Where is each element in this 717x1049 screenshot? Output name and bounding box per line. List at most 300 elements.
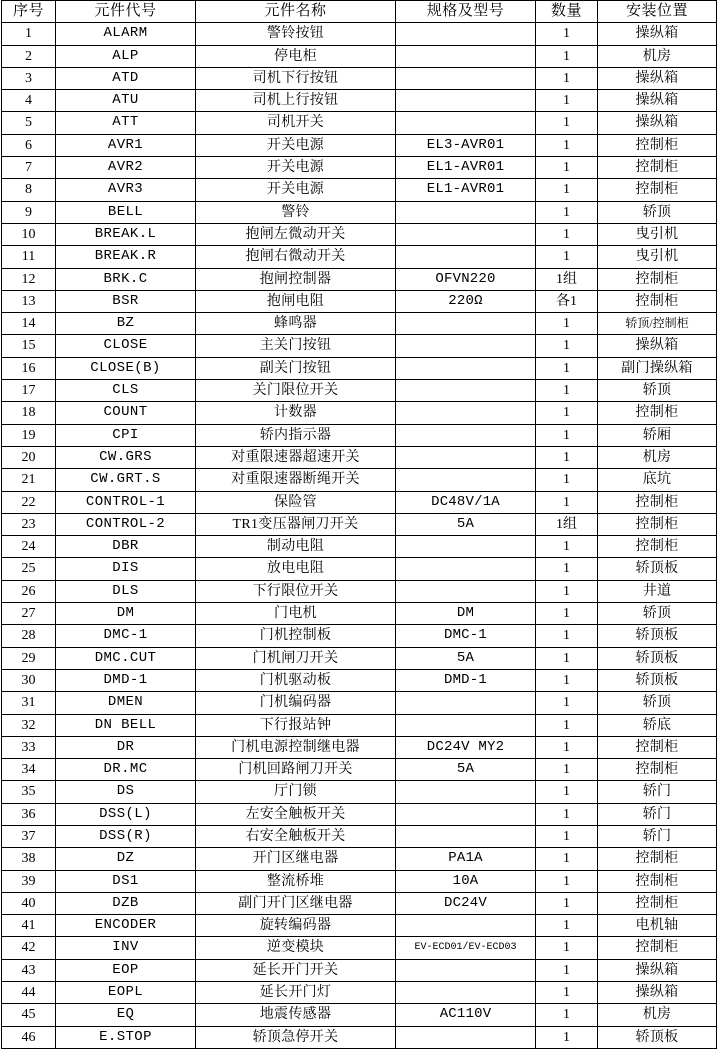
cell-loc: 机房 — [598, 446, 717, 468]
cell-code: CONTROL-1 — [56, 491, 196, 513]
cell-idx: 31 — [2, 692, 56, 714]
cell-loc: 轿底 — [598, 714, 717, 736]
cell-spec: DMD-1 — [396, 669, 536, 691]
cell-qty: 1 — [536, 90, 598, 112]
cell-qty: 1 — [536, 157, 598, 179]
cell-code: BREAK.L — [56, 223, 196, 245]
cell-idx: 15 — [2, 335, 56, 357]
table-row — [2, 1026, 717, 1048]
cell-idx: 7 — [2, 157, 56, 179]
cell-code: CPI — [56, 424, 196, 446]
cell-spec — [396, 67, 536, 89]
table-row — [2, 201, 717, 223]
cell-loc: 轿顶板 — [598, 558, 717, 580]
cell-idx: 5 — [2, 112, 56, 134]
cell-idx: 29 — [2, 647, 56, 669]
cell-qty: 1 — [536, 647, 598, 669]
cell-qty: 1 — [536, 915, 598, 937]
cell-qty: 1 — [536, 45, 598, 67]
cell-name: 放电电阻 — [196, 558, 396, 580]
cell-idx: 44 — [2, 982, 56, 1004]
cell-idx: 9 — [2, 201, 56, 223]
cell-idx: 17 — [2, 380, 56, 402]
cell-spec: DC48V/1A — [396, 491, 536, 513]
cell-loc: 控制柜 — [598, 892, 717, 914]
cell-code: CONTROL-2 — [56, 513, 196, 535]
cell-idx: 12 — [2, 268, 56, 290]
cell-qty: 1 — [536, 692, 598, 714]
cell-idx: 42 — [2, 937, 56, 959]
cell-name: 副门开门区继电器 — [196, 892, 396, 914]
cell-code: ENCODER — [56, 915, 196, 937]
column-header-code: 元件代号 — [56, 1, 196, 23]
cell-spec: 5A — [396, 647, 536, 669]
cell-loc: 控制柜 — [598, 157, 717, 179]
cell-spec — [396, 45, 536, 67]
column-header-name: 元件名称 — [196, 1, 396, 23]
cell-name: 警铃 — [196, 201, 396, 223]
cell-loc: 控制柜 — [598, 179, 717, 201]
cell-qty: 1 — [536, 246, 598, 268]
cell-spec — [396, 714, 536, 736]
cell-name: 门电机 — [196, 603, 396, 625]
cell-qty: 1 — [536, 803, 598, 825]
cell-loc: 操纵箱 — [598, 67, 717, 89]
cell-idx: 6 — [2, 134, 56, 156]
cell-name: 开门区继电器 — [196, 848, 396, 870]
cell-spec — [396, 1026, 536, 1048]
cell-spec — [396, 825, 536, 847]
cell-loc: 操纵箱 — [598, 90, 717, 112]
cell-code: INV — [56, 937, 196, 959]
cell-loc: 底坑 — [598, 469, 717, 491]
table-row — [2, 848, 717, 870]
table-row — [2, 759, 717, 781]
table-row — [2, 268, 717, 290]
cell-code: EOP — [56, 959, 196, 981]
cell-loc: 机房 — [598, 1004, 717, 1026]
table-row — [2, 357, 717, 379]
table-row — [2, 157, 717, 179]
cell-loc: 轿顶 — [598, 692, 717, 714]
cell-loc: 电机轴 — [598, 915, 717, 937]
column-header-location: 安装位置 — [598, 1, 717, 23]
cell-name: 厅门锁 — [196, 781, 396, 803]
cell-idx: 8 — [2, 179, 56, 201]
table-row — [2, 959, 717, 981]
table-row — [2, 290, 717, 312]
cell-loc: 操纵箱 — [598, 335, 717, 357]
cell-idx: 34 — [2, 759, 56, 781]
cell-name: 下行限位开关 — [196, 580, 396, 602]
cell-spec — [396, 803, 536, 825]
cell-name: 逆变模块 — [196, 937, 396, 959]
table-row — [2, 313, 717, 335]
table-row — [2, 692, 717, 714]
cell-qty: 1 — [536, 580, 598, 602]
cell-code: AVR3 — [56, 179, 196, 201]
cell-qty: 1 — [536, 134, 598, 156]
column-header-spec: 规格及型号 — [396, 1, 536, 23]
cell-name: 停电柜 — [196, 45, 396, 67]
cell-name: 制动电阻 — [196, 536, 396, 558]
table-row — [2, 736, 717, 758]
cell-qty: 1 — [536, 892, 598, 914]
cell-name: 整流桥堆 — [196, 870, 396, 892]
cell-spec: EV-ECD01/EV-ECD03 — [396, 937, 536, 959]
cell-spec — [396, 915, 536, 937]
cell-spec: 10A — [396, 870, 536, 892]
cell-qty: 1 — [536, 625, 598, 647]
cell-qty: 1 — [536, 781, 598, 803]
cell-name: 抱闸右微动开关 — [196, 246, 396, 268]
cell-loc: 轿顶 — [598, 603, 717, 625]
cell-spec: DC24V MY2 — [396, 736, 536, 758]
table-row — [2, 714, 717, 736]
cell-loc: 操纵箱 — [598, 23, 717, 45]
cell-idx: 14 — [2, 313, 56, 335]
cell-spec — [396, 959, 536, 981]
cell-name: 开关电源 — [196, 134, 396, 156]
cell-spec — [396, 558, 536, 580]
cell-spec: EL3-AVR01 — [396, 134, 536, 156]
cell-name: 旋转编码器 — [196, 915, 396, 937]
cell-name: 司机下行按钮 — [196, 67, 396, 89]
table-row — [2, 134, 717, 156]
cell-spec — [396, 335, 536, 357]
cell-qty: 1 — [536, 313, 598, 335]
cell-spec — [396, 90, 536, 112]
cell-idx: 2 — [2, 45, 56, 67]
cell-loc: 轿顶 — [598, 201, 717, 223]
cell-loc: 副门操纵箱 — [598, 357, 717, 379]
column-header-quantity: 数量 — [536, 1, 598, 23]
table-row — [2, 803, 717, 825]
cell-spec — [396, 446, 536, 468]
cell-code: CLOSE(B) — [56, 357, 196, 379]
cell-name: 计数器 — [196, 402, 396, 424]
cell-code: BELL — [56, 201, 196, 223]
cell-spec — [396, 23, 536, 45]
cell-name: 警铃按钮 — [196, 23, 396, 45]
cell-idx: 27 — [2, 603, 56, 625]
cell-idx: 4 — [2, 90, 56, 112]
cell-loc: 轿顶板 — [598, 625, 717, 647]
cell-name: 关门限位开关 — [196, 380, 396, 402]
cell-qty: 1 — [536, 825, 598, 847]
cell-name: 副关门按钮 — [196, 357, 396, 379]
table-row — [2, 45, 717, 67]
cell-qty: 1 — [536, 491, 598, 513]
table-row — [2, 892, 717, 914]
cell-spec — [396, 692, 536, 714]
cell-loc: 控制柜 — [598, 759, 717, 781]
cell-loc: 控制柜 — [598, 536, 717, 558]
cell-qty: 1 — [536, 603, 598, 625]
cell-qty: 1组 — [536, 268, 598, 290]
cell-spec — [396, 313, 536, 335]
cell-code: EQ — [56, 1004, 196, 1026]
cell-idx: 16 — [2, 357, 56, 379]
cell-idx: 24 — [2, 536, 56, 558]
table-row — [2, 982, 717, 1004]
cell-name: 右安全触板开关 — [196, 825, 396, 847]
cell-loc: 机房 — [598, 45, 717, 67]
cell-loc: 轿顶板 — [598, 1026, 717, 1048]
cell-name: 门机控制板 — [196, 625, 396, 647]
cell-loc: 控制柜 — [598, 736, 717, 758]
cell-loc: 控制柜 — [598, 513, 717, 535]
cell-code: CW.GRT.S — [56, 469, 196, 491]
cell-loc: 控制柜 — [598, 268, 717, 290]
cell-loc: 轿门 — [598, 825, 717, 847]
cell-loc: 控制柜 — [598, 402, 717, 424]
cell-loc: 控制柜 — [598, 848, 717, 870]
cell-code: DR — [56, 736, 196, 758]
cell-name: 左安全触板开关 — [196, 803, 396, 825]
cell-idx: 3 — [2, 67, 56, 89]
cell-code: DSS(L) — [56, 803, 196, 825]
cell-code: COUNT — [56, 402, 196, 424]
cell-loc: 控制柜 — [598, 290, 717, 312]
table-row — [2, 647, 717, 669]
cell-loc: 控制柜 — [598, 937, 717, 959]
cell-qty: 1 — [536, 714, 598, 736]
cell-name: 延长开门灯 — [196, 982, 396, 1004]
table-header — [2, 1, 717, 23]
cell-spec — [396, 380, 536, 402]
cell-loc: 轿厢 — [598, 424, 717, 446]
cell-code: ALARM — [56, 23, 196, 45]
table-row — [2, 870, 717, 892]
cell-idx: 1 — [2, 23, 56, 45]
cell-idx: 22 — [2, 491, 56, 513]
cell-code: DM — [56, 603, 196, 625]
cell-loc: 操纵箱 — [598, 112, 717, 134]
cell-spec: EL1-AVR01 — [396, 179, 536, 201]
cell-spec — [396, 469, 536, 491]
cell-qty: 1 — [536, 669, 598, 691]
cell-idx: 39 — [2, 870, 56, 892]
cell-name: 门机电源控制继电器 — [196, 736, 396, 758]
cell-name: 轿内指示器 — [196, 424, 396, 446]
table-row — [2, 1004, 717, 1026]
cell-qty: 1 — [536, 558, 598, 580]
cell-code: AVR1 — [56, 134, 196, 156]
table-row — [2, 781, 717, 803]
cell-qty: 1 — [536, 937, 598, 959]
cell-name: 门机编码器 — [196, 692, 396, 714]
table-row — [2, 491, 717, 513]
cell-name: 轿顶急停开关 — [196, 1026, 396, 1048]
cell-spec: DM — [396, 603, 536, 625]
cell-name: 门机驱动板 — [196, 669, 396, 691]
cell-idx: 28 — [2, 625, 56, 647]
cell-name: 抱闸电阻 — [196, 290, 396, 312]
cell-qty: 1 — [536, 23, 598, 45]
cell-qty: 1 — [536, 179, 598, 201]
cell-name: 延长开门开关 — [196, 959, 396, 981]
cell-spec — [396, 246, 536, 268]
cell-idx: 41 — [2, 915, 56, 937]
cell-code: ATT — [56, 112, 196, 134]
cell-spec — [396, 112, 536, 134]
cell-spec: 5A — [396, 759, 536, 781]
cell-code: EOPL — [56, 982, 196, 1004]
table-row — [2, 558, 717, 580]
cell-spec — [396, 357, 536, 379]
cell-idx: 13 — [2, 290, 56, 312]
cell-code: DBR — [56, 536, 196, 558]
cell-code: DMC.CUT — [56, 647, 196, 669]
cell-code: CLOSE — [56, 335, 196, 357]
cell-name: 对重限速器断绳开关 — [196, 469, 396, 491]
cell-qty: 1 — [536, 402, 598, 424]
cell-qty: 1 — [536, 848, 598, 870]
cell-name: 开关电源 — [196, 179, 396, 201]
cell-code: DSS(R) — [56, 825, 196, 847]
cell-spec: PA1A — [396, 848, 536, 870]
cell-spec — [396, 424, 536, 446]
cell-idx: 18 — [2, 402, 56, 424]
cell-code: CLS — [56, 380, 196, 402]
cell-code: DMEN — [56, 692, 196, 714]
cell-code: AVR2 — [56, 157, 196, 179]
cell-idx: 37 — [2, 825, 56, 847]
table-row — [2, 179, 717, 201]
cell-idx: 35 — [2, 781, 56, 803]
cell-spec: DMC-1 — [396, 625, 536, 647]
cell-code: BREAK.R — [56, 246, 196, 268]
cell-loc: 控制柜 — [598, 134, 717, 156]
cell-idx: 32 — [2, 714, 56, 736]
cell-idx: 21 — [2, 469, 56, 491]
table-row — [2, 112, 717, 134]
cell-qty: 1组 — [536, 513, 598, 535]
cell-loc: 轿顶板 — [598, 669, 717, 691]
cell-spec: DC24V — [396, 892, 536, 914]
cell-name: TR1变压器闸刀开关 — [196, 513, 396, 535]
table-row — [2, 625, 717, 647]
cell-qty: 1 — [536, 335, 598, 357]
cell-qty: 1 — [536, 201, 598, 223]
table-row — [2, 402, 717, 424]
table-row — [2, 915, 717, 937]
cell-name: 门机闸刀开关 — [196, 647, 396, 669]
cell-name: 门机回路闸刀开关 — [196, 759, 396, 781]
cell-idx: 36 — [2, 803, 56, 825]
table-row — [2, 67, 717, 89]
table-row — [2, 536, 717, 558]
table-row — [2, 335, 717, 357]
cell-idx: 43 — [2, 959, 56, 981]
cell-loc: 控制柜 — [598, 870, 717, 892]
table-row — [2, 669, 717, 691]
table-header-row — [2, 1, 717, 23]
cell-spec — [396, 223, 536, 245]
cell-spec: 5A — [396, 513, 536, 535]
table-row — [2, 513, 717, 535]
cell-idx: 45 — [2, 1004, 56, 1026]
cell-qty: 1 — [536, 67, 598, 89]
cell-code: BRK.C — [56, 268, 196, 290]
cell-spec — [396, 580, 536, 602]
cell-loc: 曳引机 — [598, 223, 717, 245]
cell-name: 开关电源 — [196, 157, 396, 179]
cell-code: DN BELL — [56, 714, 196, 736]
cell-qty: 1 — [536, 112, 598, 134]
cell-code: DS — [56, 781, 196, 803]
cell-qty: 1 — [536, 223, 598, 245]
table-row — [2, 469, 717, 491]
cell-qty: 1 — [536, 1026, 598, 1048]
cell-name: 保险管 — [196, 491, 396, 513]
cell-code: DR.MC — [56, 759, 196, 781]
table-row — [2, 937, 717, 959]
cell-loc: 轿顶/控制柜 — [598, 313, 717, 335]
cell-code: DLS — [56, 580, 196, 602]
cell-name: 对重限速器超速开关 — [196, 446, 396, 468]
cell-spec — [396, 781, 536, 803]
column-header-index: 序号 — [2, 1, 56, 23]
cell-name: 司机开关 — [196, 112, 396, 134]
cell-qty: 1 — [536, 959, 598, 981]
cell-idx: 20 — [2, 446, 56, 468]
table-row — [2, 446, 717, 468]
cell-qty: 1 — [536, 469, 598, 491]
table-row — [2, 90, 717, 112]
cell-qty: 1 — [536, 1004, 598, 1026]
cell-code: ATD — [56, 67, 196, 89]
parts-table — [1, 0, 717, 1049]
table-row — [2, 246, 717, 268]
cell-spec: AC110V — [396, 1004, 536, 1026]
cell-idx: 26 — [2, 580, 56, 602]
cell-loc: 控制柜 — [598, 491, 717, 513]
cell-qty: 1 — [536, 759, 598, 781]
cell-name: 蜂鸣器 — [196, 313, 396, 335]
cell-code: CW.GRS — [56, 446, 196, 468]
cell-loc: 曳引机 — [598, 246, 717, 268]
cell-spec: EL1-AVR01 — [396, 157, 536, 179]
cell-code: DMC-1 — [56, 625, 196, 647]
cell-code: ATU — [56, 90, 196, 112]
cell-idx: 23 — [2, 513, 56, 535]
cell-idx: 30 — [2, 669, 56, 691]
cell-code: DMD-1 — [56, 669, 196, 691]
cell-loc: 轿门 — [598, 781, 717, 803]
table-row — [2, 380, 717, 402]
cell-code: DIS — [56, 558, 196, 580]
cell-name: 地震传感器 — [196, 1004, 396, 1026]
cell-name: 司机上行按钮 — [196, 90, 396, 112]
cell-qty: 1 — [536, 982, 598, 1004]
cell-idx: 46 — [2, 1026, 56, 1048]
cell-spec — [396, 982, 536, 1004]
cell-spec: 220Ω — [396, 290, 536, 312]
cell-qty: 1 — [536, 424, 598, 446]
cell-code: DZ — [56, 848, 196, 870]
cell-idx: 38 — [2, 848, 56, 870]
cell-qty: 1 — [536, 736, 598, 758]
cell-qty: 1 — [536, 380, 598, 402]
cell-idx: 19 — [2, 424, 56, 446]
cell-name: 主关门按钮 — [196, 335, 396, 357]
cell-spec — [396, 201, 536, 223]
cell-name: 抱闸左微动开关 — [196, 223, 396, 245]
cell-idx: 25 — [2, 558, 56, 580]
cell-loc: 操纵箱 — [598, 959, 717, 981]
